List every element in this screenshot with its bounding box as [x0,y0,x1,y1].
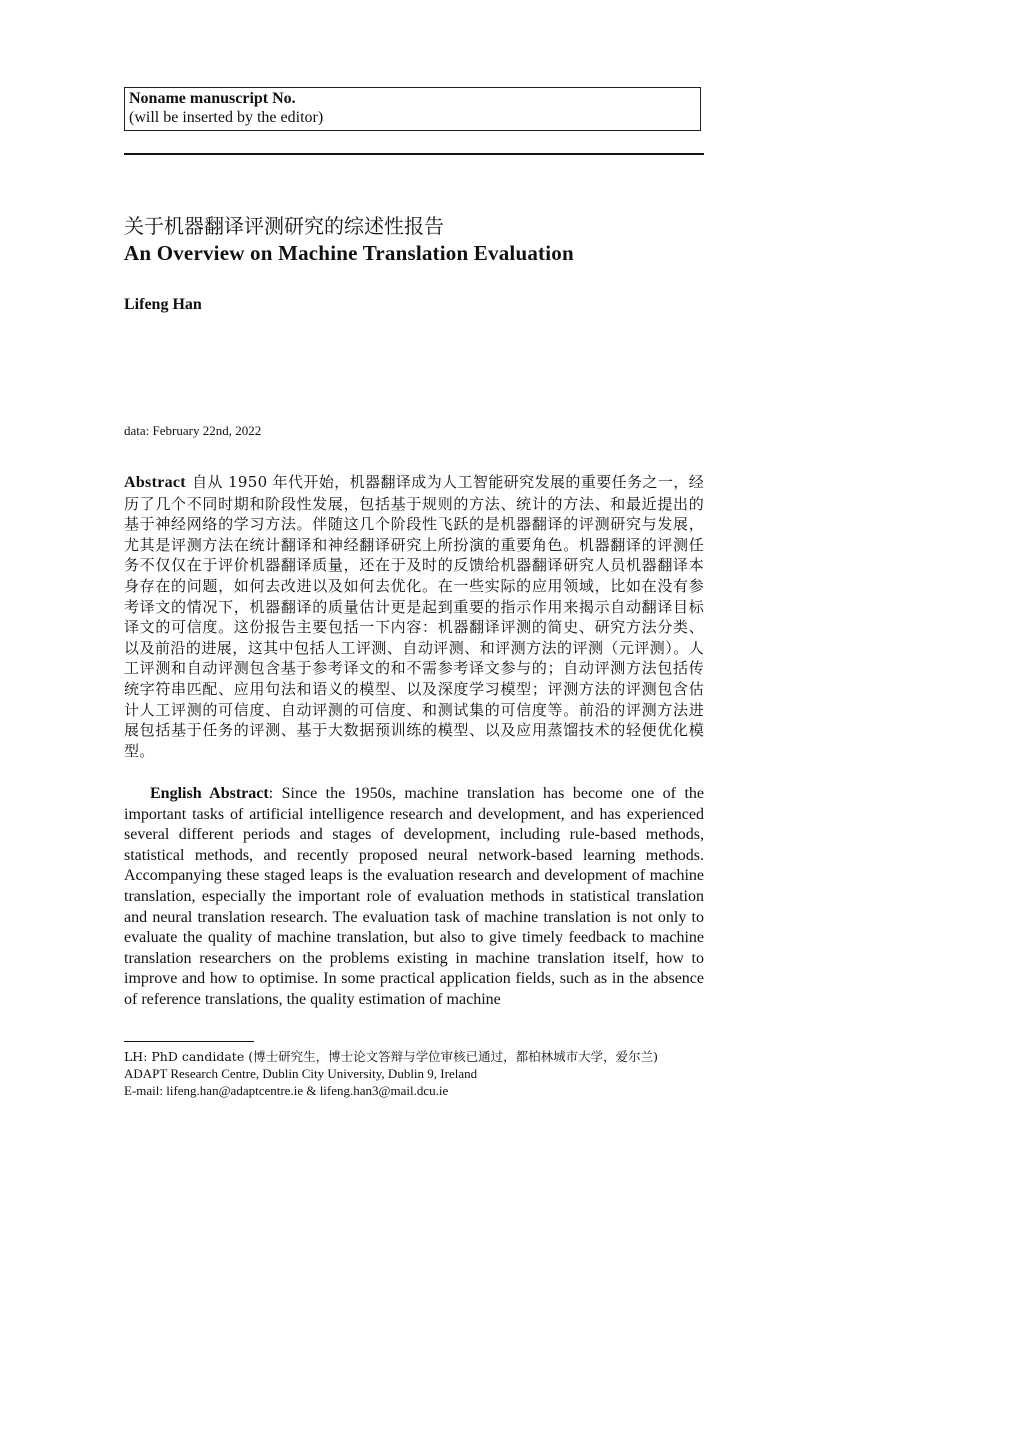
footnote-email: E-mail: lifeng.han@adaptcentre.ie & lifeng.han3@mail.dcu.ie [124,1083,449,1098]
manuscript-info-box [124,87,701,131]
abstract-chinese-text: 自从 1950 年代开始，机器翻译成为人工智能研究发展的重要任务之一，经历了几个不同时期和阶段性发展，包括基于规则的方法、统计的方法、和最近提出的基于神经网络的学习方法。伴随这几个阶段性飞跃的是机器翻译的评测研究与发展，尤其是评测方法在统计翻译和神经翻译研究上所扮演的重要角色。机器翻译的评测任务不仅仅在于评价机器翻译质量，还在于及时的反馈给机器翻译研究人员机器翻译本身存在的问题，如何去改进以及如何去优化。在一些实际的应用领域，比如在没有参考译文的情况下，机器翻译的质量估计更是起到重要的指示作用来揭示自动翻译目标译文的可信度。这份报告主要包括一下内容：机器翻译评测的简史、研究方法分类、以及前沿的进展，这其中包括人工评测、自动评测、和评测方法的评测（元评测）。人工评测和自动评测包含基于参考译文的和不需参考译文参与的；自动评测方法包括传统字符串匹配、应用句法和语义的模型、以及深度学习模型；评测方法的评测包含估计人工评测的可信度、自动评测的可信度、和测试集的可信度等。前沿的评测方法进展包括基于任务的评测、基于大数据预训练的模型、以及应用蒸馏技术的轻便优化模型。 [124,473,704,760]
footnote-rule [124,1041,254,1042]
title-chinese: 关于机器翻译评测研究的综述性报告 [124,214,444,238]
footnote-research-centre: ADAPT Research Centre, Dublin City University, Dublin 9, Ireland [124,1066,478,1081]
manuscript-number: Noname manuscript No. [129,90,296,107]
date-line: data: February 22nd, 2022 [124,423,262,438]
title-block [124,213,724,267]
header-rule [124,153,704,155]
title-english: An Overview on Machine Translation Evaluation [124,241,574,265]
abstract-label: Abstract [124,474,186,491]
english-abstract-label: English Abstract [150,785,269,802]
footnote [124,1048,714,1099]
abstract-english-text: : Since the 1950s, machine translation has become one of the important tasks of artificial intelligence research and development, and has experienced several different periods and stages of development, including rule-based methods, statistical methods, and recently proposed neural network-based learning methods. Accompanying these staged leaps is the evaluation research and development of machine translation, especially the important role of evaluation methods in statistical translation and neural translation research. The evaluation task of machine translation is not only to evaluate the quality of machine translation, but also to give timely feedback to machine translation researchers on the problems existing in machine translation itself, how to improve and how to optimise. In some practical application fields, such as in the absence of reference translations, the quality estimation of machine [124,785,704,1008]
abstract-english [124,784,704,1011]
footnote-affiliation: LH: PhD candidate (博士研究生，博士论文答辩与学位审核已通过，都柏林城市大学，爱尔兰) [124,1049,658,1064]
editor-note: (will be inserted by the editor) [129,109,324,126]
author-name: Lifeng Han [124,296,202,313]
abstract-chinese [124,472,704,761]
